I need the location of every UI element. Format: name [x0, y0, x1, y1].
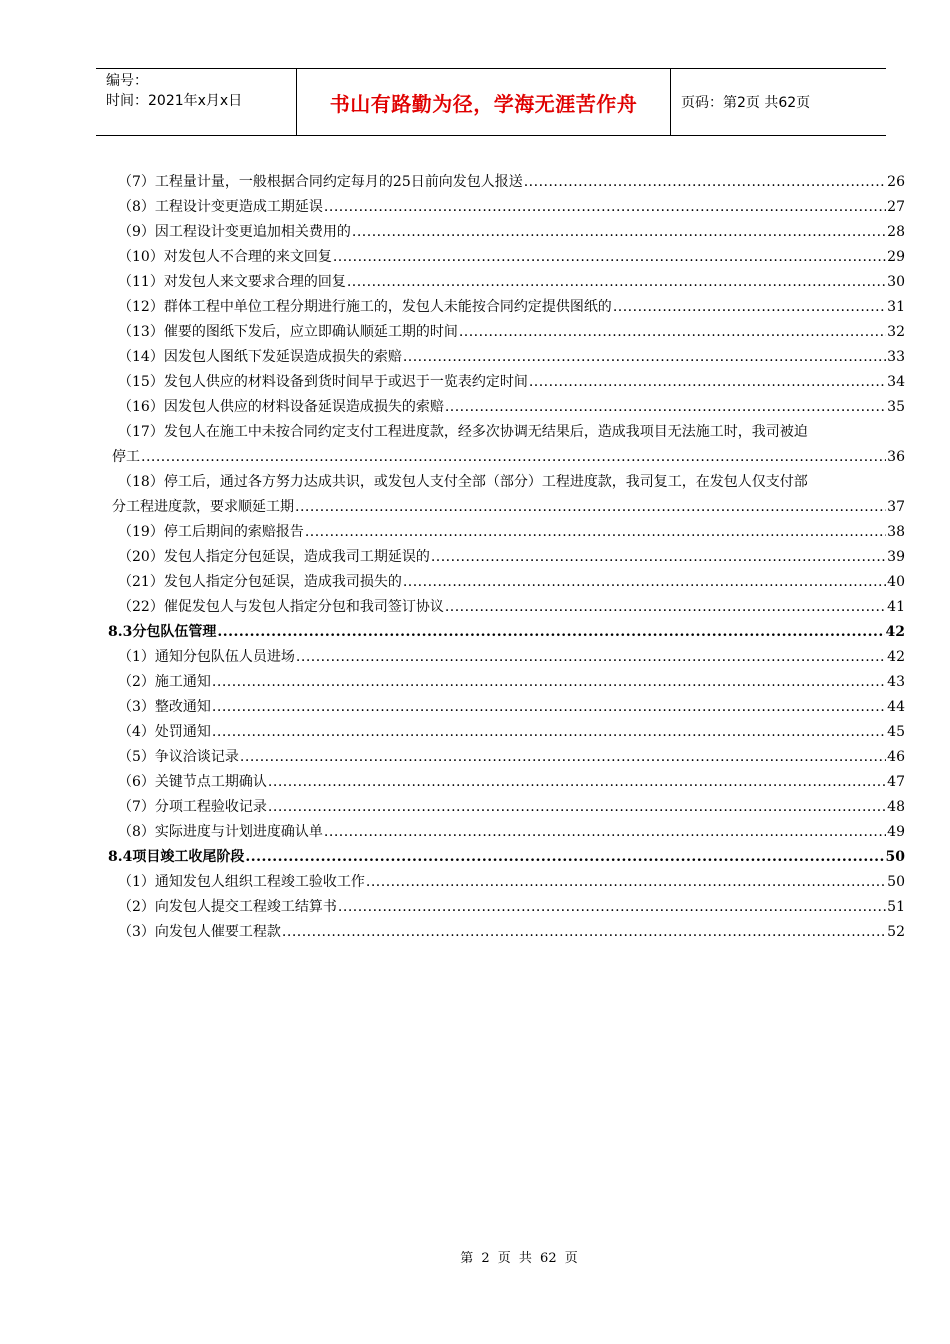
toc-entry-label: （5）争议洽谈记录 [118, 749, 239, 765]
header-motto: 书山有路勤为径，学海无涯苦作舟 [297, 69, 671, 135]
toc-leader-dots [212, 695, 886, 720]
toc-page-number: 42 [887, 649, 905, 665]
toc-entry[interactable] [108, 520, 905, 545]
toc-page-number: 50 [887, 874, 905, 890]
toc-entry[interactable] [108, 670, 905, 695]
toc-leader-dots [403, 345, 886, 370]
toc-entry[interactable] [108, 770, 905, 795]
toc-leader-dots [324, 820, 886, 845]
toc-entry[interactable] [108, 170, 905, 195]
toc-entry[interactable] [108, 470, 905, 520]
toc-page-number: 50 [885, 849, 905, 865]
toc-entry[interactable] [108, 745, 905, 770]
toc-entry[interactable] [108, 420, 905, 470]
toc-page-number: 48 [887, 799, 905, 815]
toc-leader-dots [296, 645, 886, 670]
toc-leader-dots [245, 845, 884, 870]
toc-section-entry[interactable] [108, 845, 905, 870]
toc-page-number: 34 [887, 374, 905, 390]
toc-leader-dots [333, 245, 886, 270]
toc-page-number: 26 [887, 174, 905, 190]
toc-leader-dots [352, 220, 886, 245]
toc-entry[interactable] [108, 195, 905, 220]
toc-entry[interactable] [108, 920, 905, 945]
toc-leader-dots [524, 170, 886, 195]
toc-entry[interactable] [108, 395, 905, 420]
toc-leader-dots [305, 520, 886, 545]
toc-page-number: 29 [887, 249, 905, 265]
toc-entry[interactable] [108, 820, 905, 845]
toc-leader-dots [366, 870, 886, 895]
toc-entry-label-continued: 停工 [112, 449, 140, 465]
header-meta [96, 69, 297, 135]
toc-entry-label: （3）向发包人催要工程款 [118, 924, 281, 940]
toc-entry-label: （9）因工程设计变更追加相关费用的 [118, 224, 351, 240]
toc-entry-label: （20）发包人指定分包延误，造成我司工期延误的 [118, 549, 430, 565]
toc-page-number: 28 [887, 224, 905, 240]
toc-entry-label: （10）对发包人不合理的来文回复 [118, 249, 332, 265]
header-page-info: 页码：第2页 共62页 [681, 95, 811, 111]
toc-leader-dots [445, 595, 886, 620]
toc-page-number: 32 [887, 324, 905, 340]
table-of-contents [108, 170, 905, 945]
toc-entry[interactable] [108, 570, 905, 595]
toc-page-number: 38 [887, 524, 905, 540]
toc-entry-label: （6）关键节点工期确认 [118, 774, 267, 790]
toc-entry[interactable] [108, 895, 905, 920]
toc-page-number: 42 [885, 624, 905, 640]
toc-leader-dots [403, 570, 886, 595]
toc-page-number: 39 [887, 549, 905, 565]
toc-leader-dots [217, 620, 884, 645]
toc-page-number: 45 [887, 724, 905, 740]
toc-leader-dots [212, 670, 886, 695]
toc-entry-label: （3）整改通知 [118, 699, 211, 715]
toc-leader-dots [347, 270, 886, 295]
toc-entry-label: （4）处罚通知 [118, 724, 211, 740]
toc-entry-label: （14）因发包人图纸下发延误造成损失的索赔 [118, 349, 402, 365]
toc-leader-dots [295, 495, 886, 520]
toc-entry[interactable] [108, 695, 905, 720]
toc-entry-label: （1）通知发包人组织工程竣工验收工作 [118, 874, 365, 890]
toc-leader-dots [324, 195, 886, 220]
toc-entry-label: （1）通知分包队伍人员进场 [118, 649, 295, 665]
toc-entry[interactable] [108, 545, 905, 570]
toc-page-number: 49 [887, 824, 905, 840]
toc-entry-label: （22）催促发包人与发包人指定分包和我司签订协议 [118, 599, 444, 615]
toc-entry-label: （13）催要的图纸下发后，应立即确认顺延工期的时间 [118, 324, 458, 340]
toc-entry-label: （7）分项工程验收记录 [118, 799, 267, 815]
toc-page-number: 27 [887, 199, 905, 215]
toc-page-number: 47 [887, 774, 905, 790]
toc-leader-dots [445, 395, 886, 420]
toc-entry-label: （18）停工后，通过各方努力达成共识，或发包人支付全部（部分）工程进度款，我司复工，在发包人仅支付部 [118, 474, 808, 490]
toc-entry-label: 8.3分包队伍管理 [108, 624, 217, 640]
toc-leader-dots [268, 770, 886, 795]
toc-entry-label-continued: 分工程进度款，要求顺延工期 [112, 499, 294, 515]
toc-leader-dots [529, 370, 886, 395]
toc-entry[interactable] [108, 870, 905, 895]
toc-entry[interactable] [108, 245, 905, 270]
toc-page-number: 33 [887, 349, 905, 365]
toc-entry-label: （8）工程设计变更造成工期延误 [118, 199, 323, 215]
toc-entry[interactable] [108, 220, 905, 245]
toc-leader-dots [240, 745, 886, 770]
code-label: 编号： [106, 73, 148, 89]
toc-page-number: 31 [887, 299, 905, 315]
toc-entry[interactable] [108, 270, 905, 295]
toc-leader-dots [212, 720, 886, 745]
toc-leader-dots [268, 795, 886, 820]
time-label: 时间：2021年x月x日 [106, 93, 243, 109]
toc-leader-dots [141, 445, 886, 470]
footer-page-number: 第 2 页 共 62 页 [460, 1251, 578, 1266]
toc-section-entry[interactable] [108, 620, 905, 645]
toc-entry[interactable] [108, 295, 905, 320]
toc-leader-dots [459, 320, 886, 345]
toc-leader-dots [431, 545, 886, 570]
toc-page-number: 36 [887, 449, 905, 465]
toc-page-number: 44 [887, 699, 905, 715]
toc-entry-label: 8.4项目竣工收尾阶段 [108, 849, 245, 865]
toc-entry-label: （15）发包人供应的材料设备到货时间早于或迟于一览表约定时间 [118, 374, 528, 390]
toc-entry-label: （11）对发包人来文要求合理的回复 [118, 274, 346, 290]
toc-entry[interactable] [108, 595, 905, 620]
toc-page-number: 41 [887, 599, 905, 615]
toc-page-number: 40 [887, 574, 905, 590]
toc-entry[interactable] [108, 795, 905, 820]
toc-entry[interactable] [108, 320, 905, 345]
toc-leader-dots [282, 920, 886, 945]
toc-leader-dots [338, 895, 886, 920]
toc-page-number: 52 [887, 924, 905, 940]
toc-page-number: 35 [887, 399, 905, 415]
toc-entry[interactable] [108, 645, 905, 670]
page-header [96, 68, 886, 136]
toc-entry[interactable] [108, 370, 905, 395]
page-footer [0, 1247, 950, 1266]
toc-entry-label: （8）实际进度与计划进度确认单 [118, 824, 323, 840]
toc-entry-label: （7）工程量计量，一般根据合同约定每月的25日前向发包人报送 [118, 174, 523, 190]
toc-entry[interactable] [108, 720, 905, 745]
toc-entry-label: （2）向发包人提交工程竣工结算书 [118, 899, 337, 915]
toc-page-number: 37 [887, 499, 905, 515]
toc-entry-label: （2）施工通知 [118, 674, 211, 690]
toc-page-number: 43 [887, 674, 905, 690]
toc-entry[interactable] [108, 345, 905, 370]
toc-entry-label: （12）群体工程中单位工程分期进行施工的，发包人未能按合同约定提供图纸的 [118, 299, 612, 315]
toc-page-number: 46 [887, 749, 905, 765]
toc-entry-label: （19）停工后期间的索赔报告 [118, 524, 304, 540]
toc-entry-label: （21）发包人指定分包延误，造成我司损失的 [118, 574, 402, 590]
toc-entry-label: （17）发包人在施工中未按合同约定支付工程进度款，经多次协调无结果后，造成我项目无法施工时，我司被迫 [118, 424, 808, 440]
toc-leader-dots [613, 295, 886, 320]
toc-page-number: 30 [887, 274, 905, 290]
toc-page-number: 51 [887, 899, 905, 915]
toc-entry-label: （16）因发包人供应的材料设备延误造成损失的索赔 [118, 399, 444, 415]
